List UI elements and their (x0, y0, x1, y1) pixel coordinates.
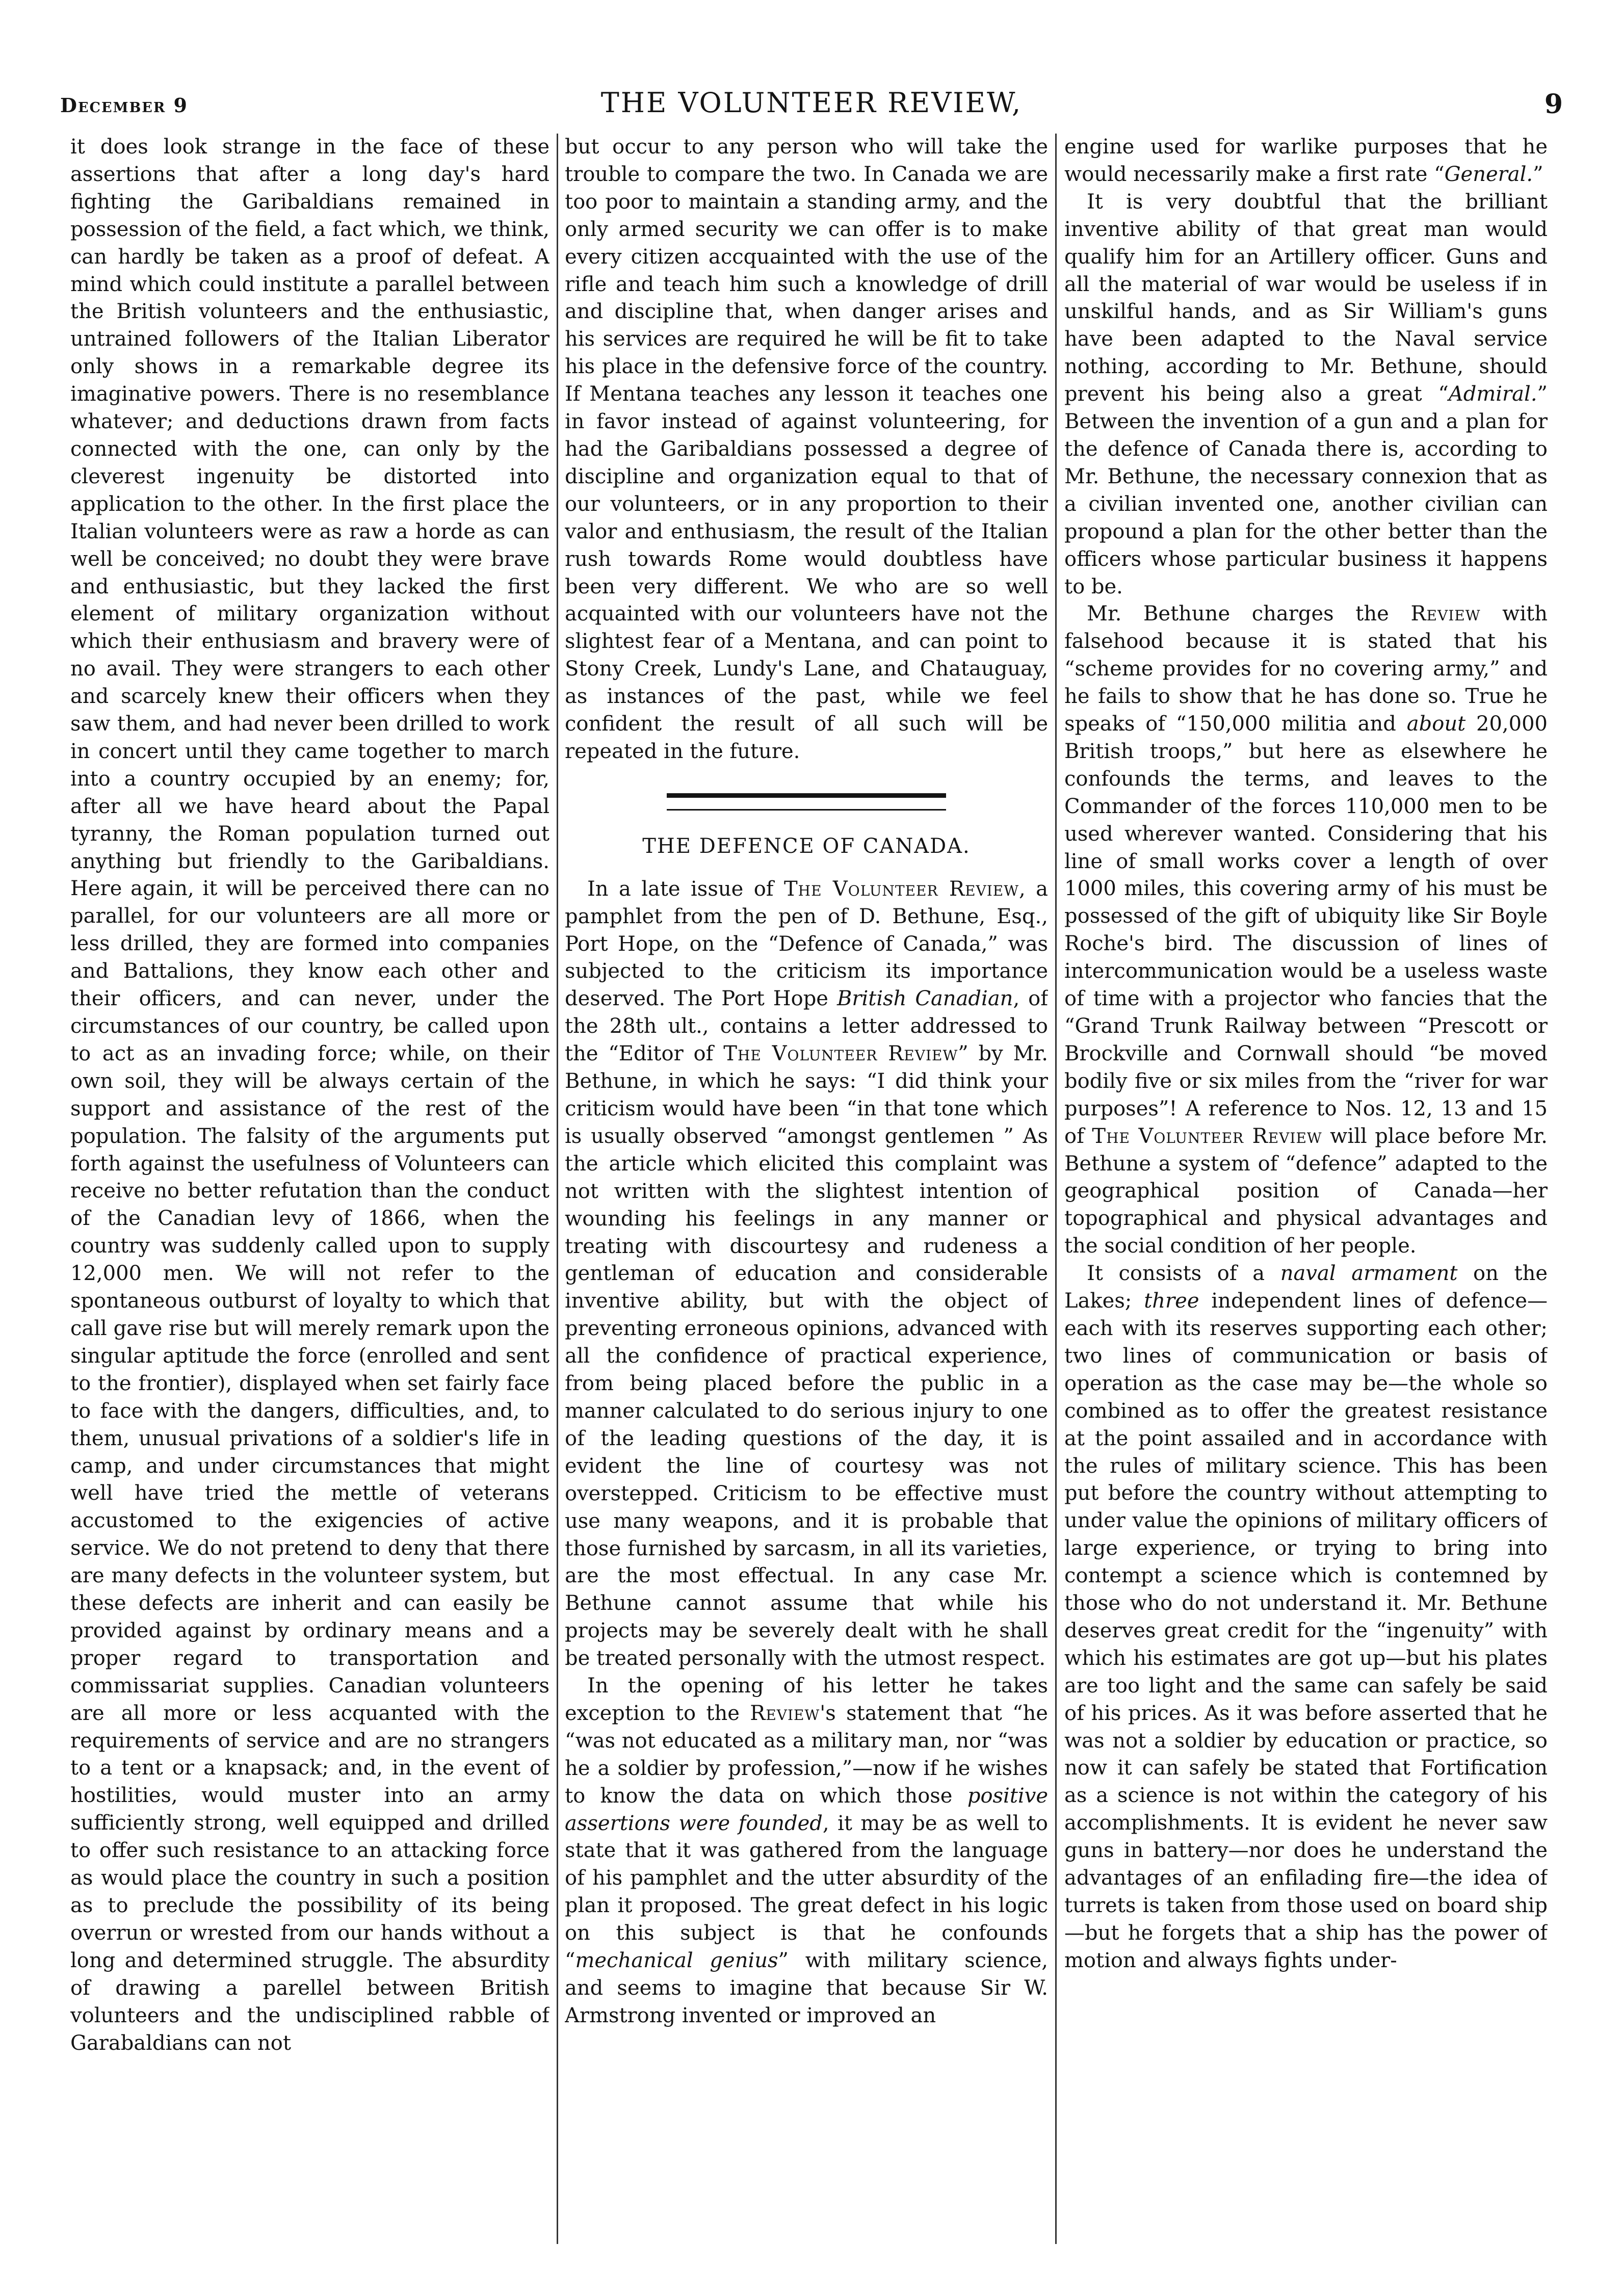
article-heading: THE DEFENCE OF CANADA. (642, 834, 971, 858)
paragraph: In the opening of his letter he takes exception to the Review's statement that “he “was not educated as a military man, nor “was he a soldier by profession,”—now if he wishes to know the data on which those positive assertions were founded, it may be as well to state that it was gathered from the language of his pamphlet and the utter absurdity of the plan it proposed. The great defect in his logic on this subject is that he confounds “mechanical genius” with military science, and seems to imagine that because Sir W. Armstrong invented or improved an (565, 1674, 1048, 2027)
paragraph: but occur to any person who will take the trouble to compare the two. In Canada we are too poor to maintain a standing army, and the only armed security we can offer is to make every citizen accquainted with the use of the rifle and teach him such a knowledge of drill and discipline that, when danger arises and his services are required he will be fit to take his place in the defensive force of the country. If Mentana teaches any lesson it teaches one in favor instead of against volunteering, for had the Garibaldians possessed a degree of discipline and organization equal to that of our volunteers, or in any proportion to their valor and enthusiasm, the result of the Italian rush towards Rome would doubtless have been very different. We who are so well acquainted with our volunteers have not the slightest fear of a Mentana, and can point to Stony Creek, Lundy's Lane, and Chatauguay, as instances of the past, while we feel confident the result of all such will be repeated in the future. (565, 135, 1048, 763)
column-3 (1064, 134, 1548, 2249)
page-number: 9 (1544, 89, 1563, 120)
section-divider (667, 793, 946, 811)
page-header (60, 87, 1563, 122)
publication-name: The Volunteer Review (723, 1042, 958, 1066)
paragraph: Mr. Bethune charges the Review with falsehood because it is stated that his “scheme provides for no covering army,” and he fails to show that he has done so. True he speaks of “150,000 militia and about 20,000 British troops,” but here as elsewhere he confounds the terms, and leaves to the Commander of the forces 110,000 men to be used wherever wanted. Considering that his line of small works cover a length of over 1000 miles, this covering army of his must be possessed of the gift of ubiquity like Sir Boyle Roche's bird. The discussion of lines of intercommunication would be a useless waste of time with a projector who fancies that the “Grand Trunk Railway between “Prescott or Brockville and Cornwall should “be moved bodily five or six miles from the “river for war purposes”! A reference to Nos. 12, 13 and 15 of The Volunteer Review will place before Mr. Bethune a system of “defence” adapted to the geographical position of Canada—her topographical and physical advantages and the social condition of her people. (1064, 602, 1548, 1258)
paragraph: In a late issue of The Volunteer Review, a pamphlet from the pen of D. Bethune, Esq., Port Hope, on the “Defence of Canada,” was subjected to the criticism its importance deserved. The Port Hope British Canadian, of the 28th ult., contains a letter addressed to the “Editor of The Volunteer Review” by Mr. Bethune, in which he says: “I did think your criticism would have been “in that tone which is usually observed “amongst gentlemen ” As the article which elicited this complaint was not written with the slightest intention of wounding his feelings in any manner or treating with discourtesy and rudeness a gentleman of education and considerable inventive ability, but with the object of preventing erroneous opinions, advanced with all the confidence of practical experience, from being placed before the public in a manner calculated to do serious injury to one of the leading questions of the day, it is evident the line of courtesy was not overstepped. Criticism to be effective must use many weapons, and it is probable that those furnished by sarcasm, in all its varieties, are the most effectual. In any case Mr. Bethune cannot assume that while his projects may be severely dealt with he shall be treated personally with the utmost respect. (565, 877, 1048, 1671)
publication-name: The Volunteer Review (1092, 1124, 1322, 1148)
paragraph: It is very doubtful that the brilliant inventive ability of that great man would qualify him for an Artillery officer. Guns and all the material of war would be useless if in unskilful hands, and as Sir William's guns have been adapted to the Naval service nothing, according to Mr. Bethune, should prevent his being also a great “Admiral.” Between the invention of a gun and a plan for the defence of Canada there is, according to Mr. Bethune, the necessary connexion that as a civilian invented one, another civilian can propound a plan for the other better than the officers whose particular business it happens to be. (1064, 190, 1548, 598)
publication-name: The Volunteer Review (783, 877, 1019, 901)
header-date: December 9 (60, 94, 188, 117)
publication-title: THE VOLUNTEER REVIEW, (600, 87, 1023, 119)
column-2 (565, 134, 1048, 2249)
column-rule (557, 134, 558, 2244)
column-1 (70, 134, 549, 2249)
paragraph: engine used for warlike purposes that he would necessarily make a first rate “General.” (1064, 135, 1548, 186)
column-rule (1055, 134, 1057, 2244)
paragraph: it does look strange in the face of these assertions that after a long day's hard fighting the Garibaldians remained in possession of the field, a fact which, we think, can hardly be taken as a proof of defeat. A mind which could institute a parallel between the British volunteers and the enthusiastic, untrained followers of the Italian Liberator only shows in a remarkable degree its imaginative powers. There is no resemblance whatever; and deductions drawn from facts connected with the one, can only by the cleverest ingenuity be distorted into application to the other. In the first place the Italian volunteers were as raw a horde as can well be conceived; no doubt they were brave and enthusiastic, but they lacked the first element of military organization without which their enthusiasm and bravery were of no avail. They were strangers to each other and scarcely knew their officers when they saw them, and had never been drilled to work in concert until they came together to march into a country occupied by an enemy; for, after all we have heard about the Papal tyranny, the Roman population turned out anything but friendly to the Garibaldians. Here again, it will be perceived there can no parallel, for our volunteers are all more or less drilled, they are formed into companies and Battalions, they know each other and their officers, and can never, under the circumstances of our country, be called upon to act as an invading force; while, on their own soil, they will be always certain of the support and assistance of the rest of the population. The falsity of the arguments put forth against the usefulness of Volunteers can receive no better refutation than the conduct of the Canadian levy of 1866, when the country was suddenly called upon to supply 12,000 men. We will not refer to the spontaneous outburst of loyalty to which that call gave rise but will merely remark upon the singular aptitude the force (enrolled and sent to the frontier), displayed when set fairly face to face with the dangers, difficulties, and, to them, unusual privations of a soldier's life in camp, and under circumstances that might well have tried the mettle of veterans accustomed to the exigencies of active service. We do not pretend to deny that there are many defects in the volunteer system, but these defects are inherit and can easily be provided against by ordinary means and a proper regard to transportation and commissariat supplies. Canadian volunteers are all more or less acquanted with the requirements of service and are no strangers to a tent or a knapsack; and, in the event of hostilities, would muster into an army sufficiently strong, well equipped and drilled to offer such resistance to an attacking force as would place the country in such a position as to preclude the possibility of its being overrun or wrested from our hands without a long and determined struggle. The absurdity of drawing a parellel between British volunteers and the undisciplined rabble of Garabaldians can not (70, 135, 549, 2055)
newspaper-name: British Canadian (836, 987, 1013, 1011)
paragraph: It consists of a naval armament on the Lakes; three independent lines of defence—each with its reserves supporting each other; two lines of communication or basis of operation as the case may be—the whole so combined as to offer the greatest resistance at the point assailed and in accordance with the rules of military science. This has been put before the country without attempting to under value the opinions of military officers of large experience, or trying to bring into contempt a science which is contemned by those who do not understand it. Mr. Bethune deserves great credit for the “ingenuity” with which his estimates are got up—but his plates are too light and the same can safely be said of his prices. As it was before asserted that he was not a soldier by education or practice, so now it can safely be stated that Fortification as a science is not within the category of his accomplishments. It is evident he never saw guns in battery—nor does he understand the advantages of an enfilading fire—the idea of turrets is taken from those used on board ship—but he forgets that a ship has the power of motion and always fights under- (1064, 1262, 1548, 1972)
